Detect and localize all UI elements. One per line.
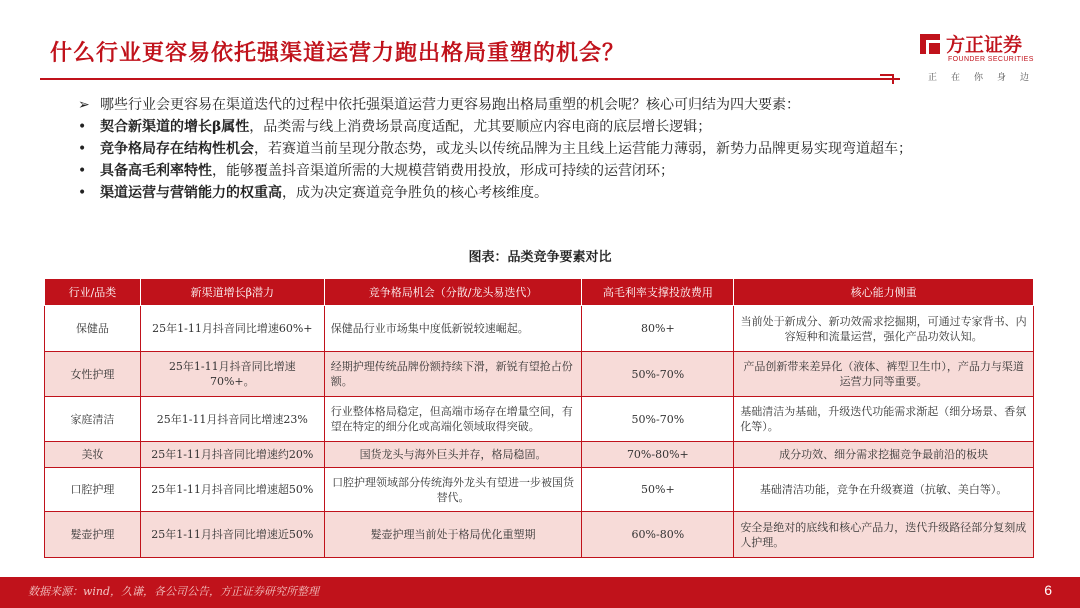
cell-margin: 50%+ <box>582 468 734 512</box>
table-header-row <box>45 279 1034 306</box>
bullet-item <box>78 139 1038 160</box>
bullet-text: ，品类需与线上消费场景高度适配，尤其要顺应内容电商的底层增长逻辑； <box>249 119 712 135</box>
header-competition: 竞争格局机会（分散/龙头易迭代） <box>324 279 582 306</box>
bullet-item <box>78 183 1038 204</box>
table-row <box>45 397 1034 442</box>
table-row <box>45 512 1034 558</box>
dot-bullet-icon: • <box>78 119 87 135</box>
table-title: 图表：品类竞争要素对比 <box>468 250 612 265</box>
cell-category: 家庭清洁 <box>45 397 141 442</box>
arrow-bullet-icon: ➢ <box>78 97 90 113</box>
table-row <box>45 306 1034 352</box>
header-core-ability: 核心能力侧重 <box>734 279 1034 306</box>
title-underline <box>40 78 900 80</box>
cell-margin: 80%+ <box>582 306 734 352</box>
bullet-strong: 竞争格局存在结构性机会 <box>100 141 254 157</box>
footer-source: 数据来源：wind，久谦，各公司公告，方正证券研究所整理 <box>28 585 320 598</box>
bullet-text: 哪些行业会更容易在渠道迭代的过程中依托强渠道运营力更容易跑出格局重塑的机会呢？核心可归结为四大要素： <box>100 97 800 113</box>
cell-growth: 25年1-11月抖音同比增速近50% <box>140 512 324 558</box>
page-number: 6 <box>1044 582 1052 598</box>
table-row <box>45 352 1034 397</box>
bullet-list <box>78 95 1038 205</box>
header-category: 行业/品类 <box>45 279 141 306</box>
cell-margin: 70%-80%+ <box>582 442 734 468</box>
brand-logo <box>918 30 1058 86</box>
founder-logo-icon <box>918 32 942 56</box>
header-growth: 新渠道增长β潜力 <box>140 279 324 306</box>
bullet-item <box>78 117 1038 138</box>
dot-bullet-icon: • <box>78 163 87 179</box>
logo-slogan: 正在你身边 <box>928 73 1044 83</box>
cell-category: 美妆 <box>45 442 141 468</box>
cell-competition: 行业整体格局稳定，但高端市场存在增量空间，有望在特定的细分化或高端化领域取得突破。 <box>324 397 582 442</box>
bullet-text: ，若赛道当前呈现分散态势，或龙头以传统品牌为主且线上运营能力薄弱，新势力品牌更易实现弯道超车； <box>254 141 912 157</box>
cell-competition: 髮壶护理当前处于格局优化重塑期 <box>324 512 582 558</box>
cell-competition: 保健品行业市场集中度低新锐较速崛起。 <box>324 306 582 352</box>
cell-category: 口腔护理 <box>45 468 141 512</box>
logo-english: FOUNDER SECURITIES <box>948 56 1034 63</box>
cell-growth: 25年1-11月抖音同比增速23% <box>140 397 324 442</box>
cell-margin: 50%-70% <box>582 352 734 397</box>
cell-core-ability: 基础清洁功能，竞争在升级赛道（抗敏、美白等）。 <box>734 468 1034 512</box>
cell-growth: 25年1-11月抖音同比增速超50% <box>140 468 324 512</box>
cell-competition: 口腔护理领域部分传统海外龙头有望进一步被国货替代。 <box>324 468 582 512</box>
dot-bullet-icon: • <box>78 185 87 201</box>
bullet-item <box>78 95 1038 116</box>
page-title: 什么行业更容易依托强渠道运营力跑出格局重塑的机会？ <box>50 41 626 66</box>
cell-core-ability: 基础清洁为基础，升级迭代功能需求渐起（细分场景、香氛化等）。 <box>734 397 1034 442</box>
cell-core-ability: 当前处于新成分、新功效需求挖掘期，可通过专家背书、内容短种和流量运营，强化产品功效认知。 <box>734 306 1034 352</box>
cell-core-ability: 产品创新带来差异化（液体、裤型卫生巾），产品力与渠道运营力同等重要。 <box>734 352 1034 397</box>
cell-competition: 国货龙头与海外巨头并存，格局稳固。 <box>324 442 582 468</box>
bullet-strong: 渠道运营与营销能力的权重高 <box>100 185 282 201</box>
cell-growth: 25年1-11月抖音同比增速60%+ <box>140 306 324 352</box>
cell-growth: 25年1-11月抖音同比增速70%+。 <box>140 352 324 397</box>
comparison-table <box>44 278 1034 558</box>
table-row <box>45 442 1034 468</box>
header-margin: 高毛利率支撑投放费用 <box>582 279 734 306</box>
bullet-item <box>78 161 1038 182</box>
title-underline-end <box>880 74 894 84</box>
cell-competition: 经期护理传统品牌份额持续下滑，新锐有望抢占份额。 <box>324 352 582 397</box>
cell-category: 髮壶护理 <box>45 512 141 558</box>
cell-category: 保健品 <box>45 306 141 352</box>
cell-core-ability: 成分功效、细分需求挖掘竞争最前沿的板块 <box>734 442 1034 468</box>
cell-category: 女性护理 <box>45 352 141 397</box>
cell-core-ability: 安全是绝对的底线和核心产品力，迭代升级路径部分复刻成人护理。 <box>734 512 1034 558</box>
dot-bullet-icon: • <box>78 141 87 157</box>
bullet-text: ，能够覆盖抖音渠道所需的大规模营销费用投放，形成可持续的运营闭环； <box>212 163 674 179</box>
bullet-text: ，成为决定赛道竞争胜负的核心考核维度。 <box>282 185 548 201</box>
cell-growth: 25年1-11月抖音同比增速约20% <box>140 442 324 468</box>
logo-name: 方正证券 <box>946 34 1023 56</box>
table-row <box>45 468 1034 512</box>
cell-margin: 50%-70% <box>582 397 734 442</box>
cell-margin: 60%-80% <box>582 512 734 558</box>
bullet-strong: 具备高毛利率特性 <box>100 163 212 179</box>
bullet-strong: 契合新渠道的增长β属性 <box>100 119 250 135</box>
